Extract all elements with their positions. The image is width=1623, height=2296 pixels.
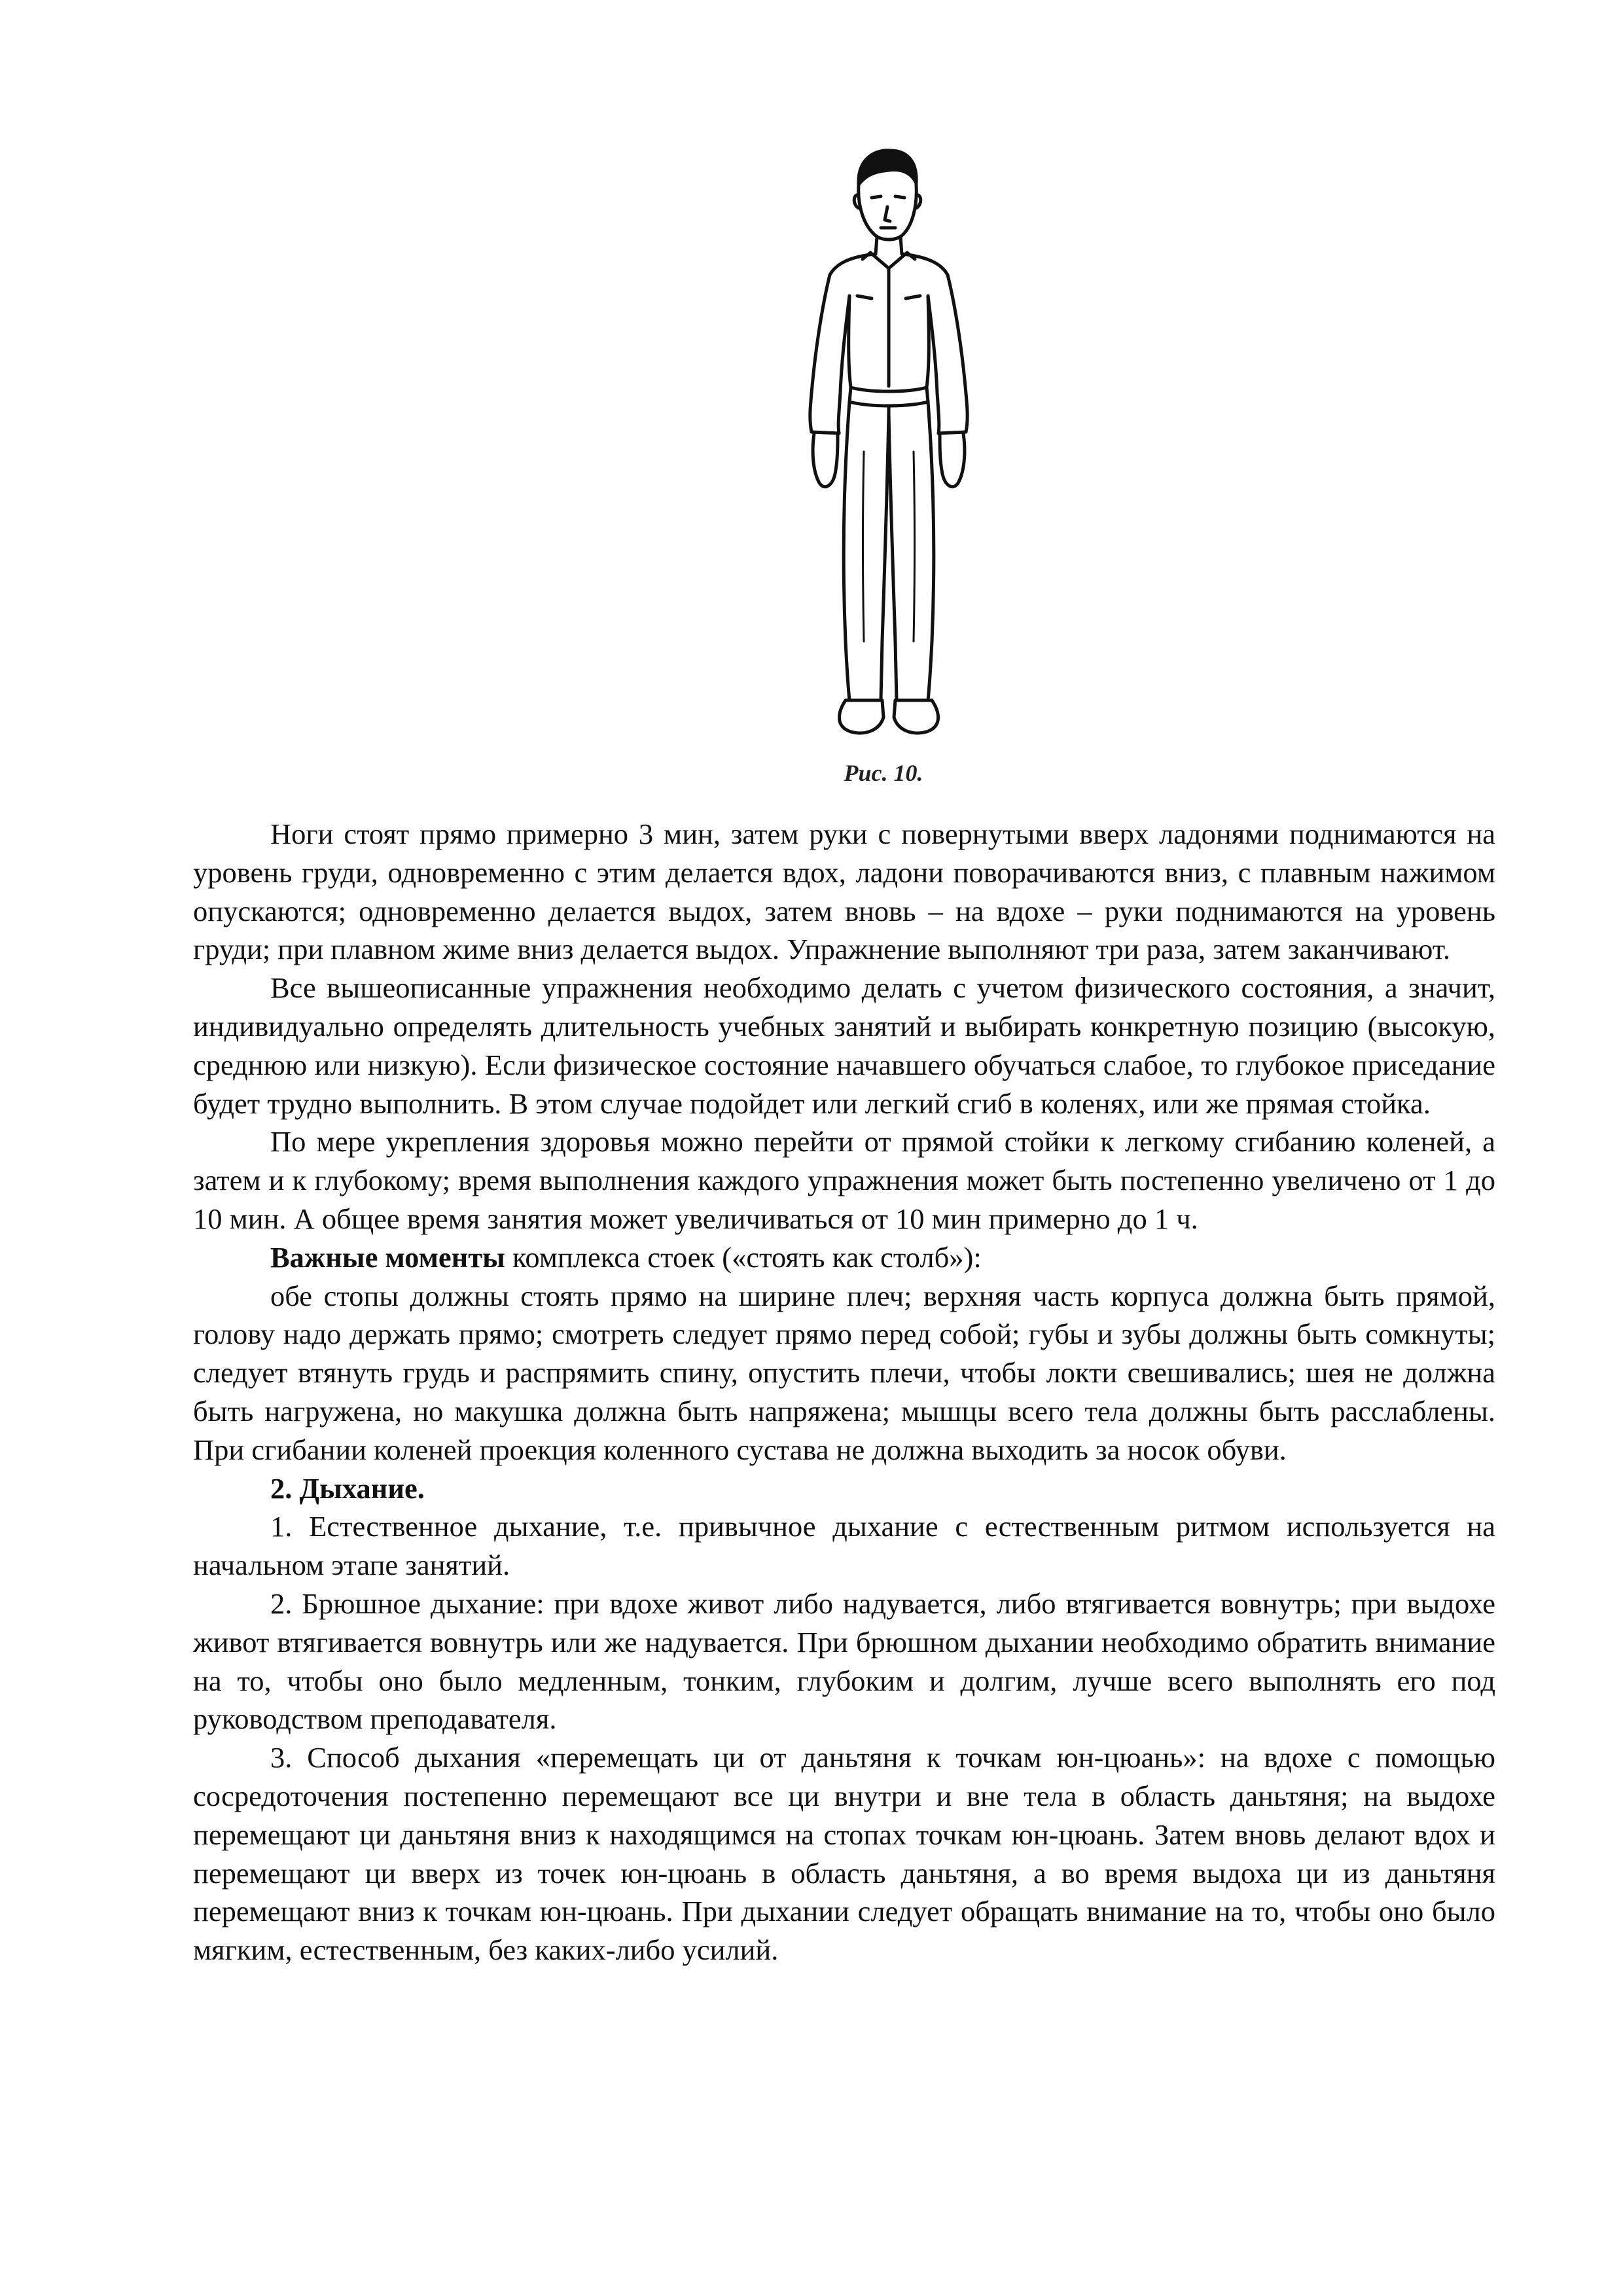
- body-text: [193, 815, 1495, 1969]
- paragraph: Ноги стоят прямо примерно 3 мин, затем руки с повернутыми вверх ладонями поднимаются на уровень груди, одновременно с этим делается вдох, ладони поворачиваются вниз, с плавным нажимом опускаются; одновременно делается выдох, затем вновь – на вдохе – руки поднимаются на уровень груди; при плавном жиме вниз делается выдох. Упражнение выполняют три раза, затем заканчивают.: [193, 817, 1495, 966]
- paragraph: По мере укрепления здоровья можно перейти от прямой стойки к легкому сгибанию коленей, а затем и к глубокому; время выполнения каждого упражнения может быть постепенно увеличено от 1 до 10 мин. А общее время занятия может увеличиваться от 10 мин примерно до 1 ч.: [193, 1125, 1495, 1235]
- standing-man-illustration: [772, 144, 1001, 746]
- paragraph: 3. Способ дыхания «перемещать ци от даньтяня к точкам юн-цюань»: на вдохе с помощью сосредоточения постепенно перемещают все ци внутри и вне тела в область даньтяня; на выдохе перемещают ци даньтяня вниз к находящимся на стопах точкам юн-цюань. Затем вновь делают вдох и перемещают ци вверх из точек юн-цюань в область даньтяня, а во время выдоха ци из даньтяня перемещают вниз к точкам юн-цюань. При дыхании следует обращать внимание на то, чтобы оно было мягким, естественным, без каких-либо усилий.: [193, 1741, 1495, 1967]
- important-label: Важные моменты: [270, 1240, 505, 1274]
- paragraph-important: [193, 1238, 1495, 1277]
- figure-caption: Рис. 10.: [844, 760, 923, 786]
- important-text: комплекса стоек («стоять как столб»):: [505, 1240, 982, 1274]
- paragraph: 2. Брюшное дыхание: при вдохе живот либо надувается, либо втягивается вовнутрь; при выдохе живот втягивается вовнутрь или же надувается. При брюшном дыхании необходимо обратить внимание на то, чтобы оно было медленным, тонким, глубоким и долгим, лучше всего выполнять его под руководством преподавателя.: [193, 1587, 1495, 1736]
- section-heading: [193, 1469, 1495, 1508]
- section-heading-text: 2. Дыхание.: [270, 1471, 425, 1505]
- paragraph: 1. Естественное дыхание, т.е. привычное дыхание с естественным ритмом используется на начальном этапе занятий.: [193, 1510, 1495, 1582]
- paragraph: Все вышеописанные упражнения необходимо делать с учетом физического состояния, а значит, индивидуально определять длительность учебных занятий и выбирать конкретную позицию (высокую, среднюю или низкую). Если физическое состояние начавшего обучаться слабое, то глубокое приседание будет трудно выполнить. В этом случае подойдет или легкий сгиб в коленях, или же прямая стойка.: [193, 971, 1495, 1120]
- paragraph: обе стопы должны стоять прямо на ширине плеч; верхняя часть корпуса должна быть прямой, голову надо держать прямо; смотреть следует прямо перед собой; губы и зубы должны быть сомкнуты; следует втянуть грудь и распрямить спину, опустить плечи, чтобы локти свешивались; шея не должна быть нагружена, но макушка должна быть напряжена; мышцы всего тела должны быть расслаблены. При сгибании коленей проекция коленного сустава не должна выходить за носок обуви.: [193, 1279, 1495, 1466]
